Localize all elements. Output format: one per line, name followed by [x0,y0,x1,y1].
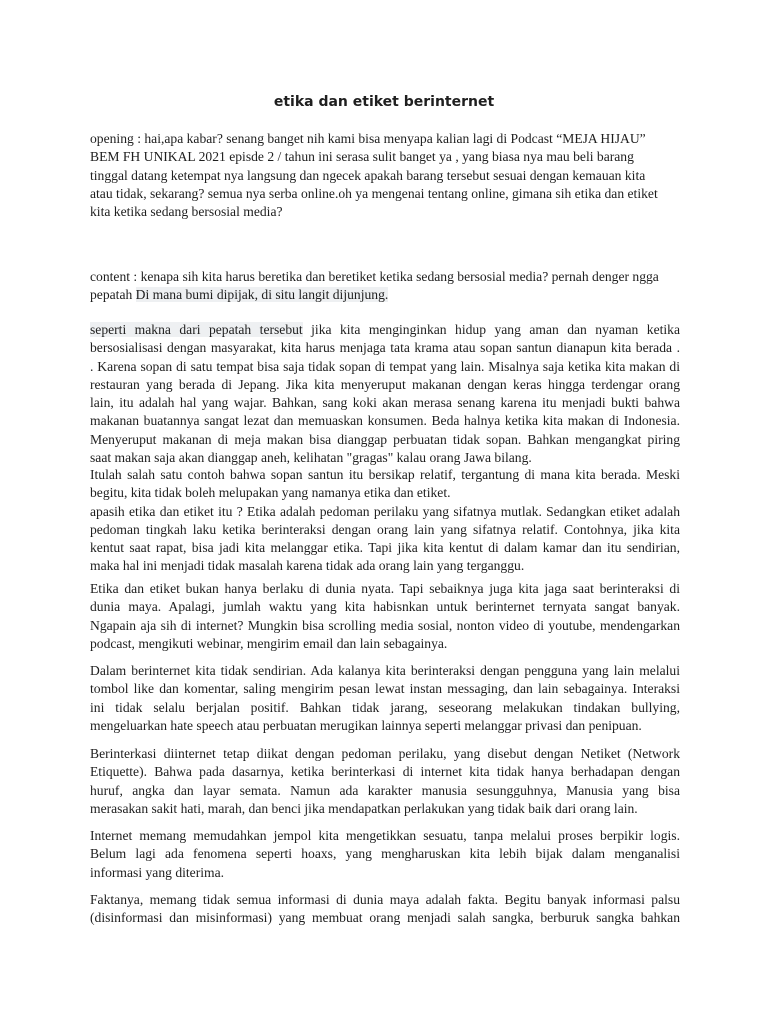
text-line: podcast, mengikuti webinar, mengirim email dan lain sebagainya. [90,635,448,651]
text-line: Ngapain aja sih di internet? Mungkin bisa scrolling media sosial, nonton video di youtube, mendengarkan [90,617,680,633]
text-line: Internet memang memudahkan jempol kita mengetikkan sesuatu, tanpa melalui proses berpikir logis. [90,828,680,843]
text-line: BEM FH UNIKAL 2021 episde 2 / tahun ini serasa sulit banget ya , yang biasa nya mau beli barang [90,149,634,165]
opening-paragraph [90,130,680,221]
paragraph-1 [90,321,680,467]
text-line: Itulah salah satu contoh bahwa sopan santun itu bersikap relatif, tergantung di mana kita berada. Meski [90,467,680,482]
text-line: . Karena sopan di satu tempat bisa saja tidak sopan di tempat yang lain. Misalnya saja ketika kita makan di [90,358,680,374]
text-line: makanan buatannya sangat lezat dan memuaskan konsumen. Beda halnya ketika kita makan di Indonesia. [90,413,680,429]
text-line: Dalam berinternet kita tidak sendirian. Ada kalanya kita berinteraksi dengan pengguna yang lain melalui [90,663,680,678]
text-line: Menyeruput makanan di meja makan bisa dianggap perbuatan tidak sopan. Bahkan mengangkat piring [90,431,680,447]
text-line: Etiquette). Bahwa pada dasarnya, ketika berinterkasi di internet kita tidak hanya berhadapan dengan [90,764,680,780]
text-line: Belum lagi ada fenomena seperti hoaxs, yang mengharuskan kita lebih bijak dalam menganalisi [90,846,680,862]
paragraph-6 [90,827,680,882]
text-line: begitu, kita tidak boleh melupakan yang namanya etika dan etiket. [90,485,451,501]
text-line: restauran yang berada di Jepang. Jika kita menyeruput makanan dengan keras hingga terdengar orang [90,376,680,392]
text-line: kentut saat rapat, bisa jadi kita melanggar etika. Tapi jika kita kentut di dalam kamar dan itu sendirian, [90,540,680,556]
text-span: pepatah [90,287,136,303]
document-title: etika dan etiket berinternet [273,94,495,110]
text-line: maka hal ini menjadi tidak masalah karena tidak ada orang lain yang terganggu. [90,558,525,574]
text-line: informasi yang diterima. [90,864,225,880]
text-line: tinggal datang ketempat nya langsung dan ngecek apakah barang tersebut sesuai dengan kemauan kita [90,167,646,183]
highlighted-proverb: Di mana bumi dipijak, di situ langit dijunjung. [135,287,389,303]
text-line: opening : hai,apa kabar? senang banget nih kami bisa menyapa kalian lagi di Podcast “MEJA HIJAU” [90,131,646,146]
text-line [90,321,680,339]
text-span: jika kita menginginkan hidup yang aman dan nyaman ketika [302,322,680,337]
text-line: mengeluarkan hate speech atau perbuatan merugikan lainnya seperti melanggar privasi dan penipuan. [90,717,642,733]
text-line: lain, itu adalah hal yang wajar. Bahkan, sang koki akan merasa senang karena itu menjadi bukti bahwa [90,395,680,411]
text-line: content : kenapa sih kita harus beretika dan beretiket ketika sedang bersosial media? pernah denger ngga [90,269,659,284]
paragraph-5 [90,745,680,818]
text-line: tombol like dan komentar, saling mengirim pesan lewat instan messaging, dan lain sebagainya. Interaksi [90,681,680,697]
text-line: Berinterkasi diinternet tetap diikat dengan pedoman perilaku, yang disebut dengan Netiket (Network [90,746,680,761]
text-line: apasih etika dan etiket itu ? Etika adalah pedoman perilaku yang sifatnya mutlak. Sedangkan etiket adalah [90,503,680,519]
paragraph-3 [90,580,680,653]
text-line: dunia maya. Apalagi, jumlah waktu yang kita habisnkan untuk berinternet ternyata sangat banyak. [90,599,680,615]
text-line: (disinformasi dan misinformasi) yang membuat orang menjadi salah sangka, berburuk sangka bahkan [90,910,680,926]
text-line: Faktanya, memang tidak semua informasi di dunia maya adalah fakta. Begitu banyak informasi palsu [90,892,680,907]
highlighted-phrase: seperti makna dari pepatah tersebut [90,322,303,337]
text-line: saat makan saja akan dianggap aneh, kelihatan "gragas" kalau orang Jawa bilang. [90,450,532,466]
text-line [90,286,680,304]
text-line: merasakan sakit hati, marah, dan benci jika mendapatkan perlakukan yang tidak baik dari orang lain. [90,800,638,816]
text-line: Etika dan etiket bukan hanya berlaku di dunia nyata. Tapi sebaiknya juga kita jaga saat berinteraksi di [90,581,680,596]
text-line: pedoman tingkah laku ketika berinteraksi dengan orang lain yang sifatnya relatif. Contohnya, jika kita [90,521,680,537]
text-line: huruf, angka dan layar semata. Namun ada karakter manusia sesungguhnya, Manusia yang bisa [90,782,680,798]
text-line: ini tidak selalu berjalan positif. Bahkan tidak jarang, seseorang melakukan tindakan bullying, [90,699,680,715]
paragraph-2 [90,466,680,576]
content-intro-paragraph [90,268,680,305]
text-line: bersosialisasi dengan masyarakat, kita harus menjaga tata krama atau sopan santun dianapun kita berada . [90,340,680,356]
text-line: atau tidak, sekarang? semua nya serba online.oh ya mengenai tentang online, gimana sih etika dan etiket [90,185,658,201]
text-line: kita ketika sedang bersosial media? [90,204,283,220]
paragraph-7 [90,891,680,928]
paragraph-4 [90,662,680,735]
